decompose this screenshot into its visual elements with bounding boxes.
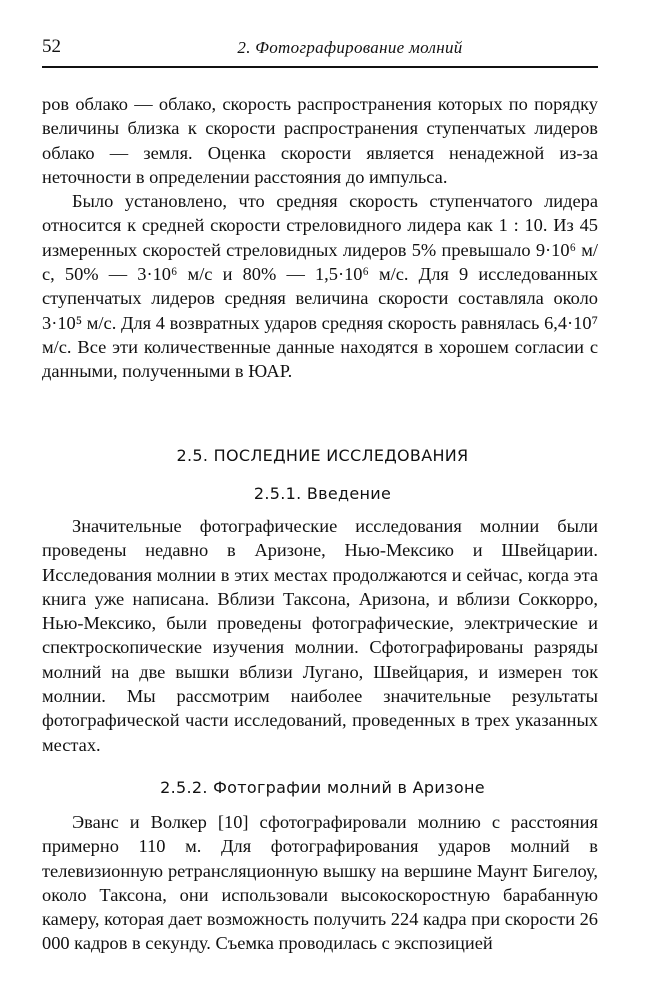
intro-text-block [42,514,598,757]
page-header [42,36,598,68]
running-title: 2. Фотографирование молний [237,38,463,57]
arizona-text-block [42,810,598,956]
subsection-heading-2-5-1: 2.5.1. Введение [253,484,392,503]
paragraph-introduction: Значительные фотографические исследования молнии были проведены недавно в Аризоне, Нью-Мексико и Швейцарии. Исследования молнии в этих местах продолжаются и сейчас, когда эта книга уже написана. Вблизи Таксона, Аризона, и вблизи Соккорро, Нью-Мексико, были проведены фотографические, электрические и спектроскопические изучения молнии. Сфотографированы разряды молний на две вышки вблизи Лугано, Швейцария, и измерен ток молнии. Мы рассмотрим наиболее значительные результаты фотографической части исследований, проведенных в трех указанных местах. [42,516,598,755]
paragraph-continuation: ров облако — облако, скорость распространения которых по порядку величины близка к скорости распространения ступенчатых лидеров облако — земля. Оценка скорости является ненадежной из-за неточности в определении расстояния до импульса. [42,94,598,187]
paragraph-leader-speeds: Было установлено, что средняя скорость ступенчатого лидера относится к средней скорости стреловидного лидера как 1 : 10. Из 45 измеренных скоростей стреловидных лидеров 5% превышало 9·10⁶ м/с, 50% — 3·10⁶ м/с и 80% — 1,5·10⁶ м/с. Для 9 исследованных ступенчатых лидеров средняя величина скорости составляла около 3·10⁵ м/с. Для 4 возвратных ударов средняя скорость равнялась 6,4·10⁷ м/с. Все эти количественные данные находятся в хорошем согласии с данными, полученными в ЮАР. [42,191,598,382]
page-number: 52 [42,36,61,57]
top-text-block [42,92,598,384]
subsection-heading-2-5-2: 2.5.2. Фотографии молний в Аризоне [160,778,485,797]
section-heading-2-5: 2.5. ПОСЛЕДНИЕ ИССЛЕДОВАНИЯ [176,446,469,465]
paragraph-arizona-photos: Эванс и Волкер [10] сфотографировали молнию с расстояния примерно 110 м. Для фотографирования ударов молний в телевизионную ретрансляционную вышку на вершине Маунт Бигелоу, около Таксона, они использовали высокоскоростную барабанную камеру, которая дает возможность получить 224 кадра при скорости 26 000 кадров в секунду. Съемка проводилась с экспозицией [42,812,598,954]
